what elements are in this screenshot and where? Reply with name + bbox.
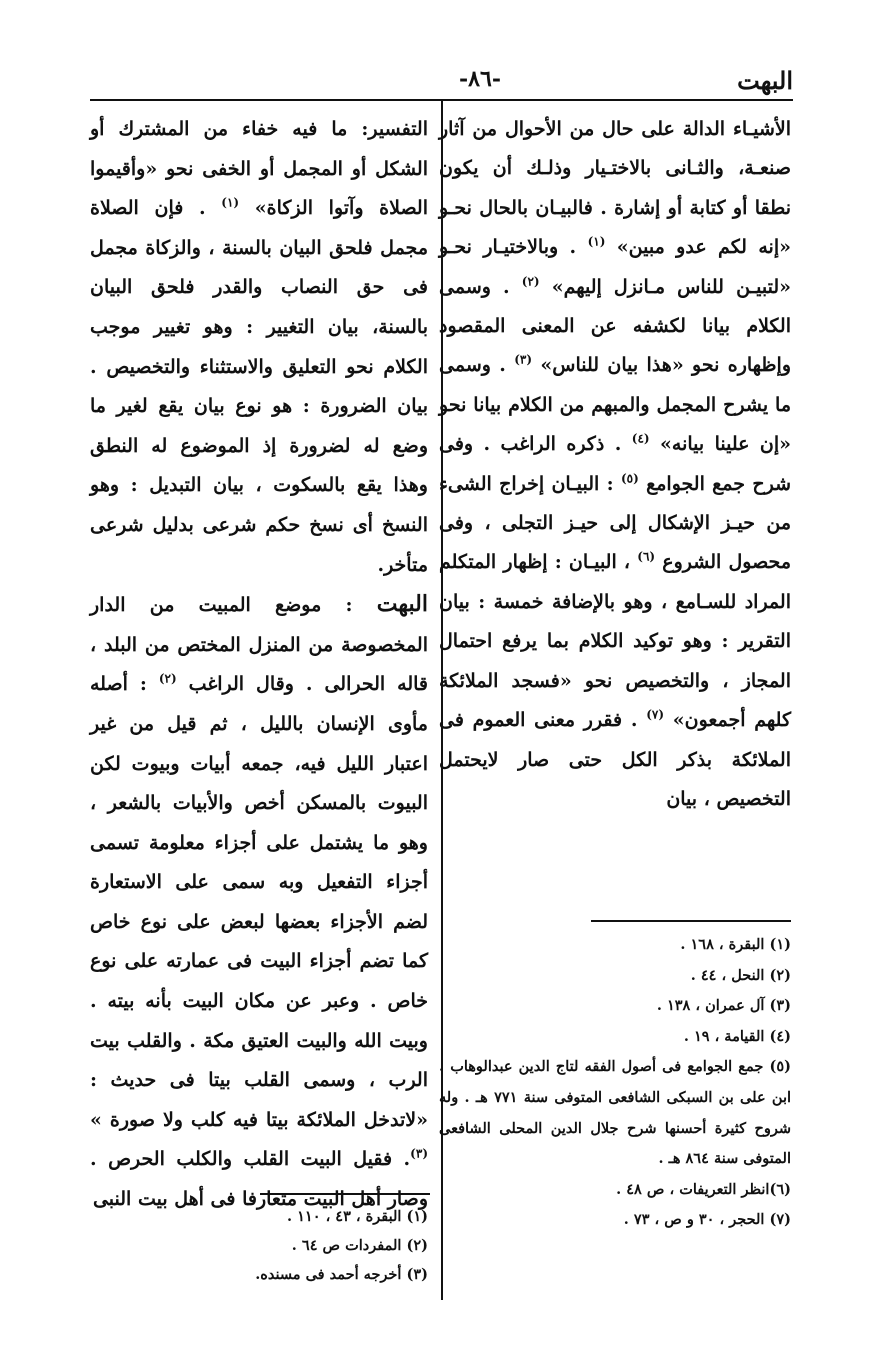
text-run: . ذكره الراغب . وفى شرح جمع الجوامع: [439, 433, 791, 495]
footnote-ref: (٢): [521, 274, 540, 289]
left-column: [90, 110, 428, 1220]
text-run: التفسير: ما فيه خفاء من المشترك أو الشكل أو المجمل أو الخفى نحو «وأقيموا الصلاة وآتوا الزكاة»: [90, 118, 428, 220]
running-head: البهت: [737, 66, 793, 95]
footnote: (٢) المفردات ص ٦٤ .: [291, 1237, 428, 1254]
footnote-ref: (٣): [514, 353, 533, 368]
text-run: ، البيـان : إظهار المتكلم المراد للسـامع ، وهو بالإضافة خمسة : بيان التقرير : وهو توكيد الكلام بما يرفع احتمال المجاز ، والتخصيص نحو «فسجد الملائكة كلهم أجمعون»: [439, 551, 792, 732]
text-run: . فقيل البيت القلب والكلب الحرص . وصار أهل البيت متعارفا فى أهل بيت النبى: [90, 1148, 428, 1211]
right-column-paragraph: [439, 110, 791, 819]
footnote: (٥) جمع الجوامع فى أصول الفقه لتاج الدين عبدالوهاب . ابن على بن السبكى الشافعى المتوفى سنة ٧٧١ هـ . وله شروح كثيرة أحسنها شرح جلال الدين المحلى الشافعى المتوفى سنة ٨٦٤ هـ .: [439, 1058, 792, 1168]
page-header: [90, 62, 793, 98]
text-run: . فقرر معنى العموم فى الملائكة بذكر الكل حتى صار لايحتمل التخصيص ، بيان: [439, 709, 791, 810]
page-number: -٨٦-: [459, 66, 501, 92]
footnote: (٧) الحجر ، ٣٠ و ص ، ٧٣ .: [623, 1211, 791, 1229]
right-column: [439, 110, 791, 819]
footnote-ref: (٧): [646, 707, 665, 722]
footnotes-left: [90, 1202, 428, 1289]
text-run: . وسمى ما يشرح المجمل والمبهم من الكلام بيانا نحو «إن علينا بيانه»: [439, 354, 791, 456]
text-run: . فإن الصلاة مجمل فلحق البيان بالسنة ، والزكاة مجمل فى حق النصاب والقدر فلحق البيان بالسنة، بيان التغيير : وهو تغيير موجب الكلام نحو التعليق والاستثناء والتخصيص . بيان الضرورة : هو نوع بيان يقع لغير ما وضع له لضرورة إذ الموضوع له النطق وهذا يقع بالسكوت ، بيان التبديل : وهو النسخ أى نسخ حكم شرعى بدليل شرعى متأخر.: [90, 197, 428, 576]
left-column-paragraph-1: [90, 110, 428, 585]
text-run: . وسمى الكلام بيانا لكشفه عن المعنى المقصود وإظهاره نحو «هذا بيان للناس»: [439, 275, 792, 377]
footnote-ref: (٢): [158, 671, 177, 686]
footnotes-right: [439, 930, 791, 1236]
text-run: . وبالاختيـار نحـو «لتبيـن للناس مـانزل إليهم»: [439, 236, 791, 298]
footnote-rule: [591, 920, 791, 922]
text-run: الأشيـاء الدالة على حال من الأحوال من آثار صنعـة، والثـانى بالاختـيار وذلـك أن يكون نطقا أو كتابة أو إشارة . فالبيـان بالحال نحـو «إنه لكم عدو مبين»: [439, 118, 791, 259]
entry-headword: البهت: [376, 591, 428, 618]
footnote: (٢) النحل ، ٤٤ .: [690, 966, 791, 984]
entry-albahit: [90, 585, 428, 1220]
footnote-ref: (٣): [410, 1147, 428, 1162]
footnote-rule: [260, 1193, 430, 1195]
footnote: (١) البقرة ، ١٦٨ .: [680, 936, 791, 953]
footnote: (٣) آل عمران ، ١٣٨ .: [656, 997, 791, 1015]
text-run: : البيـان إخراج الشىء من حيـز الإشكال إلى حيـز التجلى ، وفى محصول الشروع: [439, 472, 791, 574]
footnote-ref: (٥): [620, 471, 639, 486]
footnote-ref: (٤): [631, 431, 650, 446]
text-run: : أصله مأوى الإنسان بالليل ، ثم قيل من غير اعتبار الليل فيه، جمعه أبيات وبيوت لكن البيوت بالمسكن أخص والأبيات بالشعر ، وهو ما يشتمل على أجزاء معلومة تسمى أجزاء التفعيل وبه سمى على الاستعارة لضم الأجزاء بعضها لبعض على نوع خاص كما تضم أجزاء البيت فى عمارته على نوع خاص . وعبر عن مكان البيت بأنه بيته . وبيت الله والبيت العتيق مكة . والقلب بيت الرب ، وسمى القلب بيتا فى حديث : «لاتدخل الملائكة بيتا فيه كلب ولا صورة »: [90, 673, 428, 1131]
footnote-ref: (٦): [637, 550, 656, 565]
footnote-ref: (١): [221, 195, 240, 210]
footnote: (٣) أخرجه أحمد فى مسنده.: [255, 1266, 428, 1283]
footnote: (٦)انظر التعريفات ، ص ٤٨ .: [616, 1180, 791, 1198]
footnote: (٤) القيامة ، ١٩ .: [683, 1027, 791, 1045]
footnote-ref: (١): [587, 234, 606, 249]
text-run: : موضع المبيت من الدار المخصوصة من المنزل المختص من البلد ، قاله الحرالى . وقال الراغب: [90, 594, 429, 696]
footnote: (١) البقرة ، ٤٣ ، ١١٠ .: [287, 1208, 428, 1225]
